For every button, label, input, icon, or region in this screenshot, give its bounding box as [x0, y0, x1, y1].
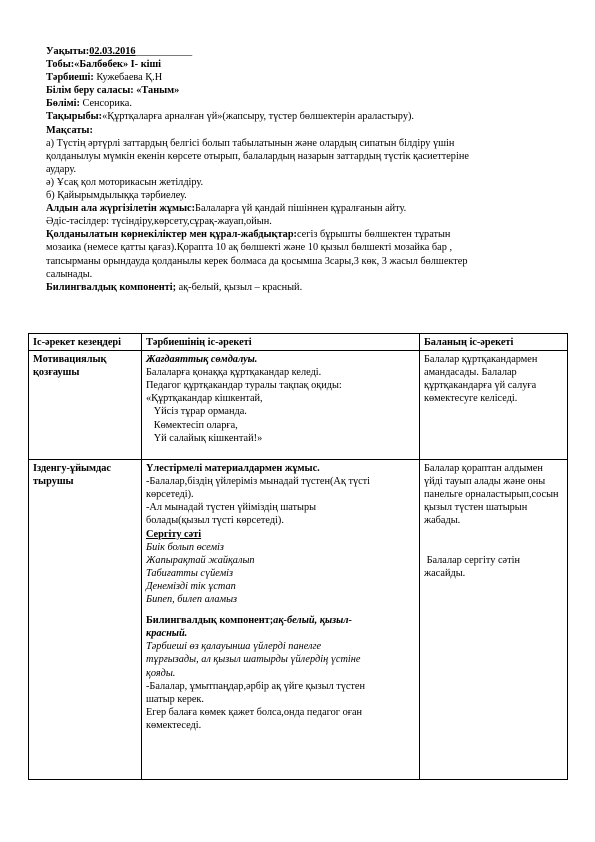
goal-a-line: аудару.	[46, 163, 77, 175]
instruction-line: қояды.	[146, 667, 176, 679]
header-child: Баланың іс-әрекеті	[420, 334, 568, 351]
group-line	[46, 58, 566, 71]
child-line: үйді тауып алады және оны	[424, 476, 546, 488]
poem-line: «Құртқакандар кішкентай,	[146, 393, 263, 405]
header-teacher: Тәрбиешінің іс-әрекеті	[142, 334, 420, 351]
goal-a-line: а) Түстің әртүрлі заттардың белгісі болып табылатынын және олардың сипатын білдіру үшін	[46, 137, 455, 149]
activity-line: Педагог құртқакандар туралы тақпақ оқиды:	[146, 380, 342, 392]
stage-label: қозғаушы	[33, 367, 80, 379]
instruction-line: тұрғызады, ал қызыл шатырды үйлердің үстіне	[146, 654, 361, 666]
section-label: Бөлімі:	[46, 98, 80, 110]
poem-line: Көмектесіп оларға,	[146, 419, 238, 431]
bilingual-line	[46, 281, 566, 294]
child-line: қызыл түстен шатырын	[424, 502, 528, 514]
materials-label: Қолданылатын көрнекіліктер мен құрал-жабдықтар:	[46, 229, 297, 241]
child-line: панельге орналастырып,сосын	[424, 489, 559, 501]
date-value: 02.03.2016	[89, 46, 136, 57]
teacher-cell	[142, 460, 420, 780]
goal-a-line: қолданылуы мүмкін екенін көрсете отырып, балалардың назарын заттардың түстік қасиеттеріне	[46, 150, 469, 162]
child-line: амандасады. Балалар	[424, 367, 517, 379]
sergitu-line: Жапырақтай жайқалып	[146, 554, 255, 566]
teacher-cell	[142, 351, 420, 460]
child-line: көмектесуге келіседі.	[424, 393, 518, 405]
table-header-row	[29, 334, 568, 351]
materials-line: салынады.	[46, 268, 93, 280]
activity-line: болады(қызыл түсті көрсетеді).	[146, 515, 284, 527]
activity-line: -Балалар, ұмытпаңдар,әрбір ақ үйге қызыл түстен	[146, 680, 366, 692]
materials-line: мозаика (немесе қатты қағаз).Қорапта 10 ақ бөлшекті және 10 қызыл бөлшекті мозайка бар ,	[46, 242, 453, 254]
section-line	[46, 97, 566, 110]
area-line	[46, 84, 566, 97]
bilingual-component-value: ақ-белый, қызыл-	[273, 615, 352, 627]
prelim-value: Балаларға үй қандай пішіннен құралғанын айту.	[195, 203, 407, 215]
goal-c: б) Қайырымдылыққа тәрбиелеу.	[46, 190, 187, 202]
bilingual-component	[146, 614, 415, 627]
child-cell	[420, 460, 568, 780]
goals-label: Мақсаты:	[46, 124, 93, 136]
teacher-line	[46, 71, 566, 84]
materials-value: сегіз бұрышты бөлшектен тұратын	[296, 229, 451, 241]
lesson-plan-table	[28, 333, 568, 780]
methods-line: Әдіс-тәсілдер: түсіндіру,көрсету,сұрақ-жауап,ойын.	[46, 216, 272, 228]
stage-label: тырушы	[33, 476, 74, 488]
child-cell	[420, 351, 568, 460]
spacer	[424, 528, 563, 554]
date-underline: ___________	[135, 46, 193, 57]
area-value: «Таным»	[136, 85, 180, 97]
prelim-label: Алдын ала жүргізілетін жұмыс:	[46, 203, 196, 215]
activity-line: Балаларға қонаққа құртқакандар келеді.	[146, 367, 322, 379]
activity-line: Егер балаға көмек қажет болса,онда педагог оған	[146, 706, 363, 718]
area-label: Білім беру саласы:	[46, 85, 134, 97]
stage-label: Мотивациялық	[33, 354, 107, 366]
child-line: Балалар сергіту сәтін	[424, 554, 520, 566]
stage-cell	[29, 351, 142, 460]
activity-line: шатыр керек.	[146, 693, 204, 705]
sergitu-line: Денемізді тік ұстап	[146, 580, 236, 592]
sergitu-line: Биік болып өсеміз	[146, 541, 224, 553]
section-value: Сенсорика.	[82, 98, 132, 110]
poem-line: Үйсіз тұрар орманда.	[146, 406, 247, 418]
topic-label: Тақырыбы:	[46, 111, 103, 123]
activity-line: -Балалар,біздің үйлеріміз мынадай түстен(Ақ түсті	[146, 476, 371, 488]
stage-cell	[29, 460, 142, 780]
materials-line	[46, 228, 566, 241]
activity-line: көмектеседі.	[146, 719, 202, 731]
child-line: Балалар қораптан алдымен	[424, 463, 543, 475]
sergitu-line: Табиғатты сүйеміз	[146, 567, 234, 579]
stage-label: Ізденгу-ұйымдас	[33, 463, 111, 475]
group-label: Тобы:	[46, 59, 75, 71]
bilingual-label: Билингвалдық компоненті;	[46, 281, 177, 293]
child-line: құртқакандарға үй салуға	[424, 380, 537, 392]
activity-line: -Ал мынадай түстен үйіміздің шатыры	[146, 502, 317, 514]
bilingual-value: ақ-белый, қызыл – красный.	[176, 281, 303, 293]
goal-b: ә) Ұсақ қол моторикасын жетілдіру.	[46, 176, 204, 188]
date-label: Уақыты:	[46, 46, 90, 57]
poem-line: Үй салайық кішкентай!»	[146, 432, 263, 444]
table-row	[29, 460, 568, 780]
activity-title: Үлестірмелі материалдармен жұмыс.	[146, 463, 320, 475]
goal-a	[46, 137, 566, 176]
teacher-label: Тәрбиеші:	[46, 72, 94, 84]
bilingual-component-value: красный.	[146, 628, 188, 640]
sergitu-line: Бипеп, билеп аламыз	[146, 594, 238, 606]
bilingual-component-label: Билингвалдық компонент;	[146, 615, 274, 627]
child-line: Балалар құртқакандармен	[424, 354, 538, 366]
spacer	[146, 606, 415, 614]
date-line	[46, 45, 566, 58]
child-line: жасайды.	[424, 567, 466, 579]
activity-line: көрсетеді).	[146, 489, 194, 501]
child-line: жабады.	[424, 515, 461, 527]
header-stage: Іс-әрекет кезеңдері	[29, 334, 142, 351]
materials-line: тапсырманы орындауда қолданылы керек болмаса да қосымша 3сары,3 көк, 3 жасыл бөлшектер	[46, 255, 468, 267]
activity-title: Жағдаяттық сөмдалуы.	[146, 354, 258, 366]
table-row	[29, 351, 568, 460]
sergitu-title: Сергіту сәті	[146, 528, 202, 540]
group-value: «Балбөбек» I- кіші	[74, 59, 162, 71]
teacher-value: Кужебаева Қ.Н	[96, 72, 163, 84]
document-header	[46, 45, 566, 294]
prelim-line	[46, 202, 566, 215]
instruction-line: Тәрбиеші өз қалауынша үйлерді панелге	[146, 641, 322, 653]
topic-line	[46, 110, 566, 123]
topic-value: «Құртқаларға арналған үй»(жапсыру, түстер бөлшектерін араластыру).	[102, 111, 414, 123]
